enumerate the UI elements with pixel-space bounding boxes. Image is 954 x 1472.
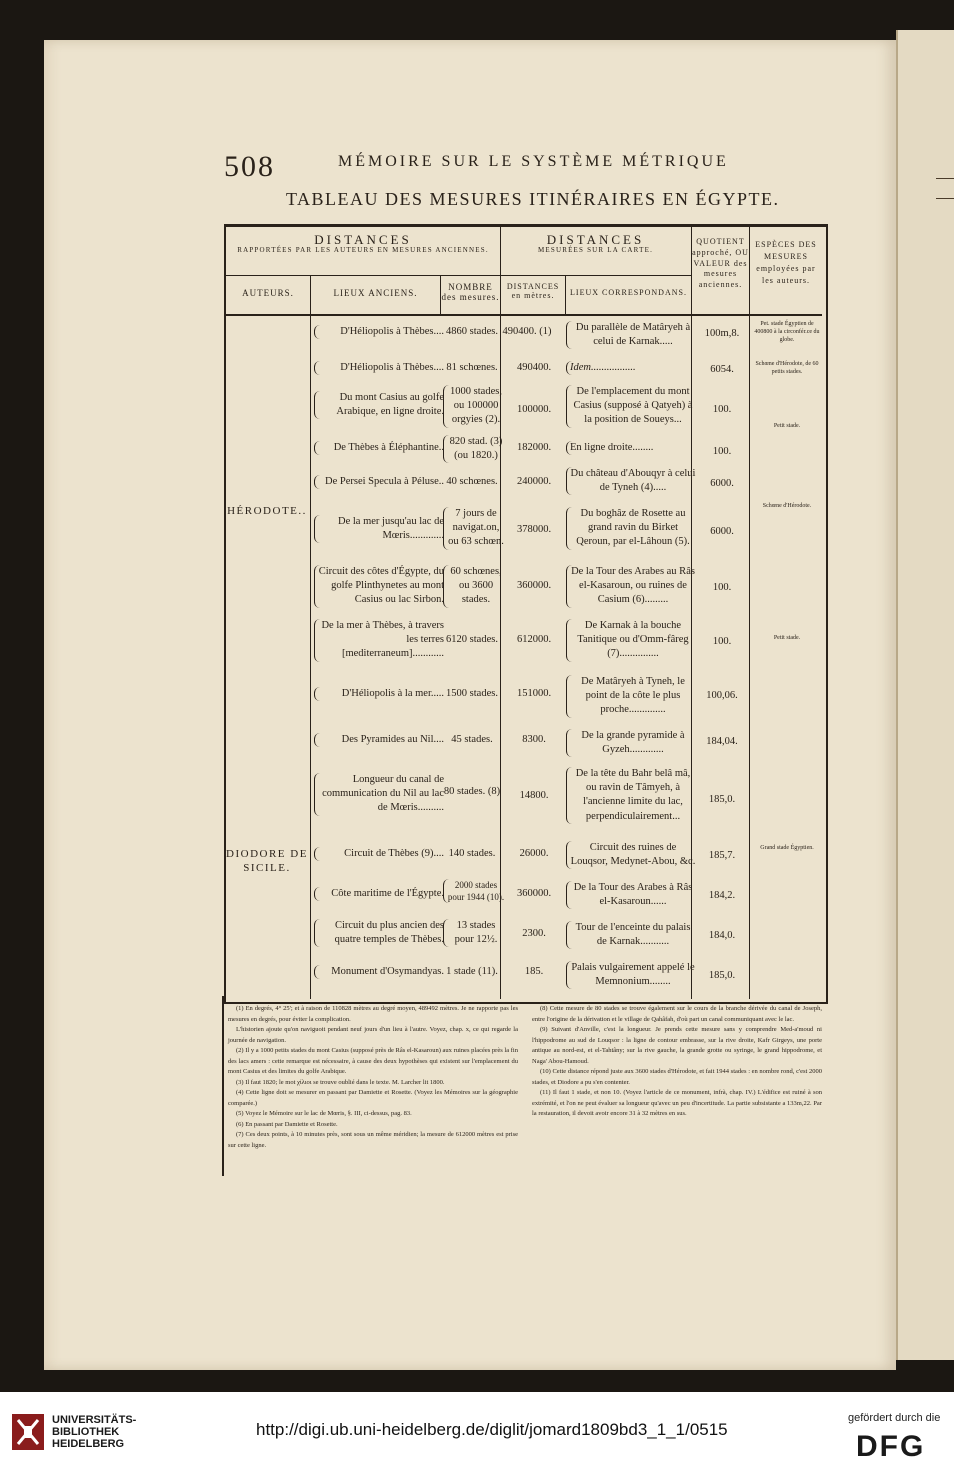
lieu-correspondant: Du château d'Abouqyr à celui de Tyneh (4).....: [566, 467, 696, 495]
distance-metres: 26000.: [519, 848, 549, 859]
footnote: (5) Voyez le Mémoire sur le lac de Mœris, §. III, ci-dessus, pag. 83.: [236, 1110, 412, 1117]
espece-mesure: Grand stade Égyptien.: [760, 845, 814, 851]
university-name: UNIVERSITÄTS- BIBLIOTHEK HEIDELBERG: [52, 1414, 137, 1450]
lieu-correspondant: Idem.................: [566, 361, 696, 375]
lieu-ancien: Des Pyramides au Nil....: [314, 733, 444, 747]
quotient: 185,0.: [708, 970, 736, 981]
lieu-ancien: D'Héliopolis à Thèbes....: [314, 325, 444, 339]
especes-header: ESPÈCES DES MESURES employées par les auteurs.: [755, 240, 817, 285]
lieu-ancien: Circuit des côtes d'Égypte, du golfe Plinthynetes au mont Casius ou lac Sirbon.: [314, 565, 444, 608]
quotient-header: QUOTIENT approché, OU VALEUR des mesures anciennes.: [692, 237, 749, 290]
footnotes-left: [228, 1004, 518, 1151]
nombre-mesures: 2000 stades pour 1944 (10).: [443, 879, 505, 903]
quotient: 100m,8.: [704, 328, 740, 339]
distance-metres: 490400. (1): [502, 326, 552, 337]
distance-metres: 8300.: [522, 734, 546, 745]
university-logo-icon: [10, 1412, 46, 1452]
nombre-mesures: 1500 stades.: [446, 688, 498, 699]
col-distances: DISTANCES en mètres.: [506, 282, 560, 300]
nombre-mesures: 6120 stades.: [446, 634, 498, 645]
lieu-correspondant: De Matâryeh à Tyneh, le point de la côte le plus proche..............: [566, 675, 696, 718]
col-nombre: NOMBRE des mesures.: [441, 282, 500, 302]
lieu-correspondant: Du parallèle de Matâryeh à celui de Karnak.....: [566, 321, 696, 349]
quotient: 100.: [712, 582, 732, 593]
espece-mesure: Schœne d'Hérodote.: [762, 503, 812, 509]
lieu-correspondant: De la Tour des Arabes au Râs el-Kasaroun, ou ruines de Casium (6).........: [566, 565, 696, 608]
nombre-mesures: 80 stades. (8): [443, 786, 501, 797]
adjacent-page-edge: [896, 30, 954, 1360]
quotient: 6000.: [710, 526, 734, 537]
footnotes-right: [532, 1004, 822, 1120]
viewer-footer: [0, 1392, 954, 1472]
lieu-correspondant: De Karnak à la bouche Tanitique ou d'Omm-fâreg (7)...............: [566, 619, 696, 662]
lieu-ancien: D'Héliopolis à Thèbes....: [314, 361, 444, 375]
footnote: (2) Il y a 1000 petits stades du mont Casius (supposé près de Râs el-Kasaroun) aux ruines placées près la fin des lacs amers : cette remarque est nécessaire, à cause des deux hypothèses qui existent sur l'emplacement du mont Casius et des limites du golfe Arabique.: [228, 1047, 518, 1075]
group1-title: DISTANCES: [314, 232, 412, 247]
footnote: (4) Cette ligne doit se mesurer en passant par Damiette et Rosette. (Voyez les Mémoires sur la géographie comparée.): [228, 1089, 518, 1107]
distance-metres: 490400.: [516, 362, 552, 373]
distance-metres: 360000.: [516, 888, 552, 899]
quotient: 100.: [712, 446, 732, 457]
nombre-mesures: 4860 stades.: [446, 326, 498, 337]
sponsor-text: gefördert durch die: [848, 1412, 941, 1424]
dfg-logo: DFG: [856, 1430, 926, 1463]
nombre-mesures: 45 stades.: [451, 734, 493, 745]
quotient: 100.: [712, 404, 732, 415]
distance-metres: 182000.: [516, 442, 552, 453]
group2-subtitle: MESURÉES SUR LA CARTE.: [537, 246, 654, 255]
footnote: (7) Ces deux points, à 10 minutes près, sont sous un même méridien; la mesure de 612000 mètres est prise sur cette ligne.: [228, 1131, 518, 1149]
measurements-table: [224, 224, 828, 1004]
footnote: (10) Cette distance répond juste aux 3600 stades d'Hérodote, et fait 1944 stades : en nombre rond, c'est 2000 stades, et Diodore a pu s'en contenter.: [532, 1068, 822, 1086]
lieu-correspondant: De la Tour des Arabes à Râs el-Kasaroun......: [566, 881, 696, 909]
quotient: 100,06.: [706, 690, 738, 701]
espece-mesure: Petit stade.: [773, 423, 801, 429]
nombre-mesures: 140 stades.: [448, 848, 496, 859]
footnote: (9) Suivant d'Anville, c'est la longueur. Je prends cette mesure sans y comprendre Med-a'moud ni l'hippodrome au sud de Louqsor : la ligne de contour embrasse, sur la rive droite, Kafr Girgeys, une porte antique au nord-est, et el-Tahtâny; sur la rive gauche, la grande grotte ou syringe, le grand hippodrome, et Naga' Abou-Hamoud.: [532, 1026, 822, 1065]
lieu-ancien: Longueur du canal de communication du Nil au lac de Mœris..........: [314, 773, 444, 816]
quotient: 185,0.: [708, 794, 736, 805]
distance-metres: 2300.: [522, 928, 546, 939]
lieu-ancien: Circuit du plus ancien des quatre temples de Thèbes.: [314, 919, 444, 947]
nombre-mesures: 40 schœnes.: [446, 476, 498, 487]
espece-mesure: Pet. stade Égyptien de 400800 à la circonfér.ce du globe.: [754, 321, 820, 343]
group1-subtitle: RAPPORTÉES PAR LES AUTEURS EN MESURES ANCIENNES.: [237, 246, 489, 255]
lieu-ancien: De Thèbes à Éléphantine..: [314, 441, 444, 455]
lieu-correspondant: De la grande pyramide à Gyzeh.............: [566, 729, 696, 757]
author-herodote: HÉRODOTE..: [227, 505, 307, 517]
footnote-rule: [222, 996, 224, 1176]
lieu-correspondant: De la tête du Bahr belâ mâ, ou ravin de Tâmyeh, à l'ancienne limite du lac, perpendiculairement...: [566, 767, 696, 824]
quotient: 184,0.: [708, 930, 736, 941]
nombre-mesures: 60 schœnes, ou 3600 stades.: [443, 565, 505, 608]
lieu-ancien: De la mer à Thèbes, à travers les terres [mediterraneum]............: [314, 619, 444, 662]
footnote: (3) Il faut 1820; le mot χίλιοι se trouve oublié dans le texte. M. Larcher lit 1800.: [236, 1078, 445, 1086]
nombre-mesures: 820 stad. (3) (ou 1820.): [443, 435, 505, 463]
col-lieux: LIEUX ANCIENS.: [333, 288, 418, 298]
espece-mesure: Schœne d'Hérodote, de 60 petits stades.: [755, 361, 819, 375]
quotient: 6054.: [710, 364, 734, 375]
quotient: 184,04.: [706, 736, 738, 747]
col-auteurs: AUTEURS.: [242, 288, 294, 298]
lieu-ancien: De Persei Specula à Péluse..: [314, 475, 444, 489]
footnote: (11) Il faut 1 stade, et non 10. (Voyez l'article de ce monument, infrà, chap. IV.) L'édifice est ruiné à son extrémité, et l'on ne peut évaluer sa longueur qu'avec un peu d'incertitude. La partie subsistante a 133m,22. Par la restauration, il devoit avoir encore 31 à 32 mètres en sus.: [532, 1089, 822, 1117]
distance-metres: 14800.: [519, 790, 549, 801]
distance-metres: 360000.: [516, 580, 552, 591]
group2-title: DISTANCES: [546, 232, 645, 247]
footnote: L'historien ajoute qu'on naviguoit pendant neuf jours d'un lieu à l'autre. Voyez, chap. x, ce qui regarde la journée de navigation.: [228, 1026, 518, 1044]
espece-mesure: Petit stade.: [773, 635, 801, 641]
lieu-correspondant: Circuit des ruines de Louqsor, Medynet-Abou, &c.: [566, 841, 696, 869]
lieu-correspondant: De l'emplacement du mont Casius (supposé à Qatyeh) à la position de Soueys...: [566, 385, 696, 428]
lieu-ancien: Monument d'Osymandyas.: [314, 965, 444, 979]
lieu-ancien: Côte maritime de l'Égypte.: [314, 887, 444, 901]
col-lieux-correspondans: LIEUX CORRESPONDANS.: [570, 288, 687, 297]
lieu-correspondant: Du boghâz de Rosette au grand ravin du Birket Qeroun, par el-Lâhoun (5).: [566, 507, 696, 550]
lieu-ancien: D'Héliopolis à la mer.....: [314, 687, 444, 701]
nombre-mesures: 13 stades pour 12½.: [443, 919, 505, 947]
lieu-correspondant: Palais vulgairement appelé le Memnonium........: [566, 961, 696, 989]
nombre-mesures: 7 jours de navigat.on, ou 63 schœn.: [443, 507, 505, 550]
nombre-mesures: 81 schœnes.: [446, 362, 498, 373]
distance-metres: 185.: [524, 966, 544, 977]
nombre-mesures: 1 stade (11).: [446, 966, 498, 977]
table-title: TABLEAU DES MESURES ITINÉRAIRES EN ÉGYPTE.: [286, 189, 780, 209]
document-url[interactable]: http://digi.ub.uni-heidelberg.de/diglit/jomard1809bd3_1_1/0515: [256, 1420, 728, 1439]
distance-metres: 612000.: [516, 634, 552, 645]
quotient: 6000.: [710, 478, 734, 489]
footnote: (1) En degrés, 4° 25'; et à raison de 110828 mètres au degré moyen, 489492 mètres. Je ne rapporte pas les mesures en degrés, pour éviter la complication.: [228, 1005, 518, 1023]
running-title: MÉMOIRE SUR LE SYSTÈME MÉTRIQUE: [338, 153, 729, 170]
distance-metres: 240000.: [516, 476, 552, 487]
lieu-ancien: De la mer jusqu'au lac de Mœris.............: [314, 515, 444, 543]
lieu-ancien: Du mont Casius au golfe Arabique, en ligne droite.: [314, 391, 444, 419]
page-number: 508: [224, 150, 275, 183]
distance-metres: 378000.: [516, 524, 552, 535]
lieu-correspondant: Tour de l'enceinte du palais de Karnak...........: [566, 921, 696, 949]
distance-metres: 100000.: [516, 404, 552, 415]
nombre-mesures: 1000 stades, ou 100000 orgyies (2).: [443, 385, 505, 428]
lieu-ancien: Circuit de Thèbes (9)....: [314, 847, 444, 861]
quotient: 185,7.: [708, 850, 736, 861]
quotient: 184,2.: [708, 890, 736, 901]
footnote: (8) Cette mesure de 80 stades se trouve également sur le cours de la branche dérivée du canal de Joseph, entre l'origine de la dérivation et le village de Qahâfah, d'où part un canal communiquant avec le lac.: [532, 1005, 822, 1023]
distance-metres: 151000.: [516, 688, 552, 699]
lieu-correspondant: En ligne droite........: [566, 441, 696, 455]
footnote: (6) En passant par Damiette et Rosette.: [236, 1120, 338, 1128]
quotient: 100.: [712, 636, 732, 647]
author-diodore: DIODORE DE SICILE.: [226, 848, 308, 875]
